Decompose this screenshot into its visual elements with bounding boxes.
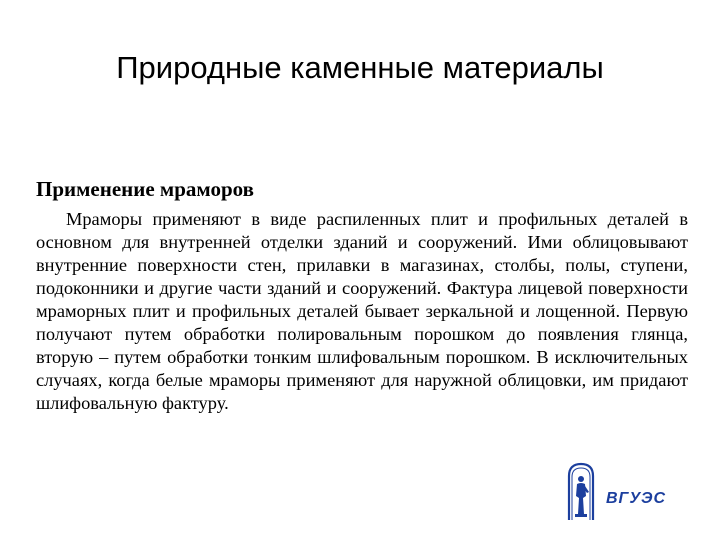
university-emblem-icon (566, 462, 596, 522)
body-paragraph: Мраморы применяют в виде распиленных плит и профильных деталей в основном для внутренней отделки зданий и сооружений. Ими облицовывают внутренние поверхности стен, прилавки в магазинах, столбы, полы, ступени, подоконники и другие части зданий и сооружений. Фактура лицевой поверхности мраморных плит и профильных деталей бывает зеркальной и лощенной. Первую получают путем обработки полировальным порошком до появления глянца, вторую – путем обработки тонким шлифовальным порошком. В исключительных случаях, когда белые мраморы применяют для наружной облицовки, им придают шлифовальную фактуру. (36, 209, 688, 413)
section-heading: Применение мраморов (36, 177, 254, 201)
slide-title: Природные каменные материалы (116, 50, 604, 85)
logo-text: ВГУЭС (606, 490, 667, 507)
university-logo (566, 462, 686, 524)
